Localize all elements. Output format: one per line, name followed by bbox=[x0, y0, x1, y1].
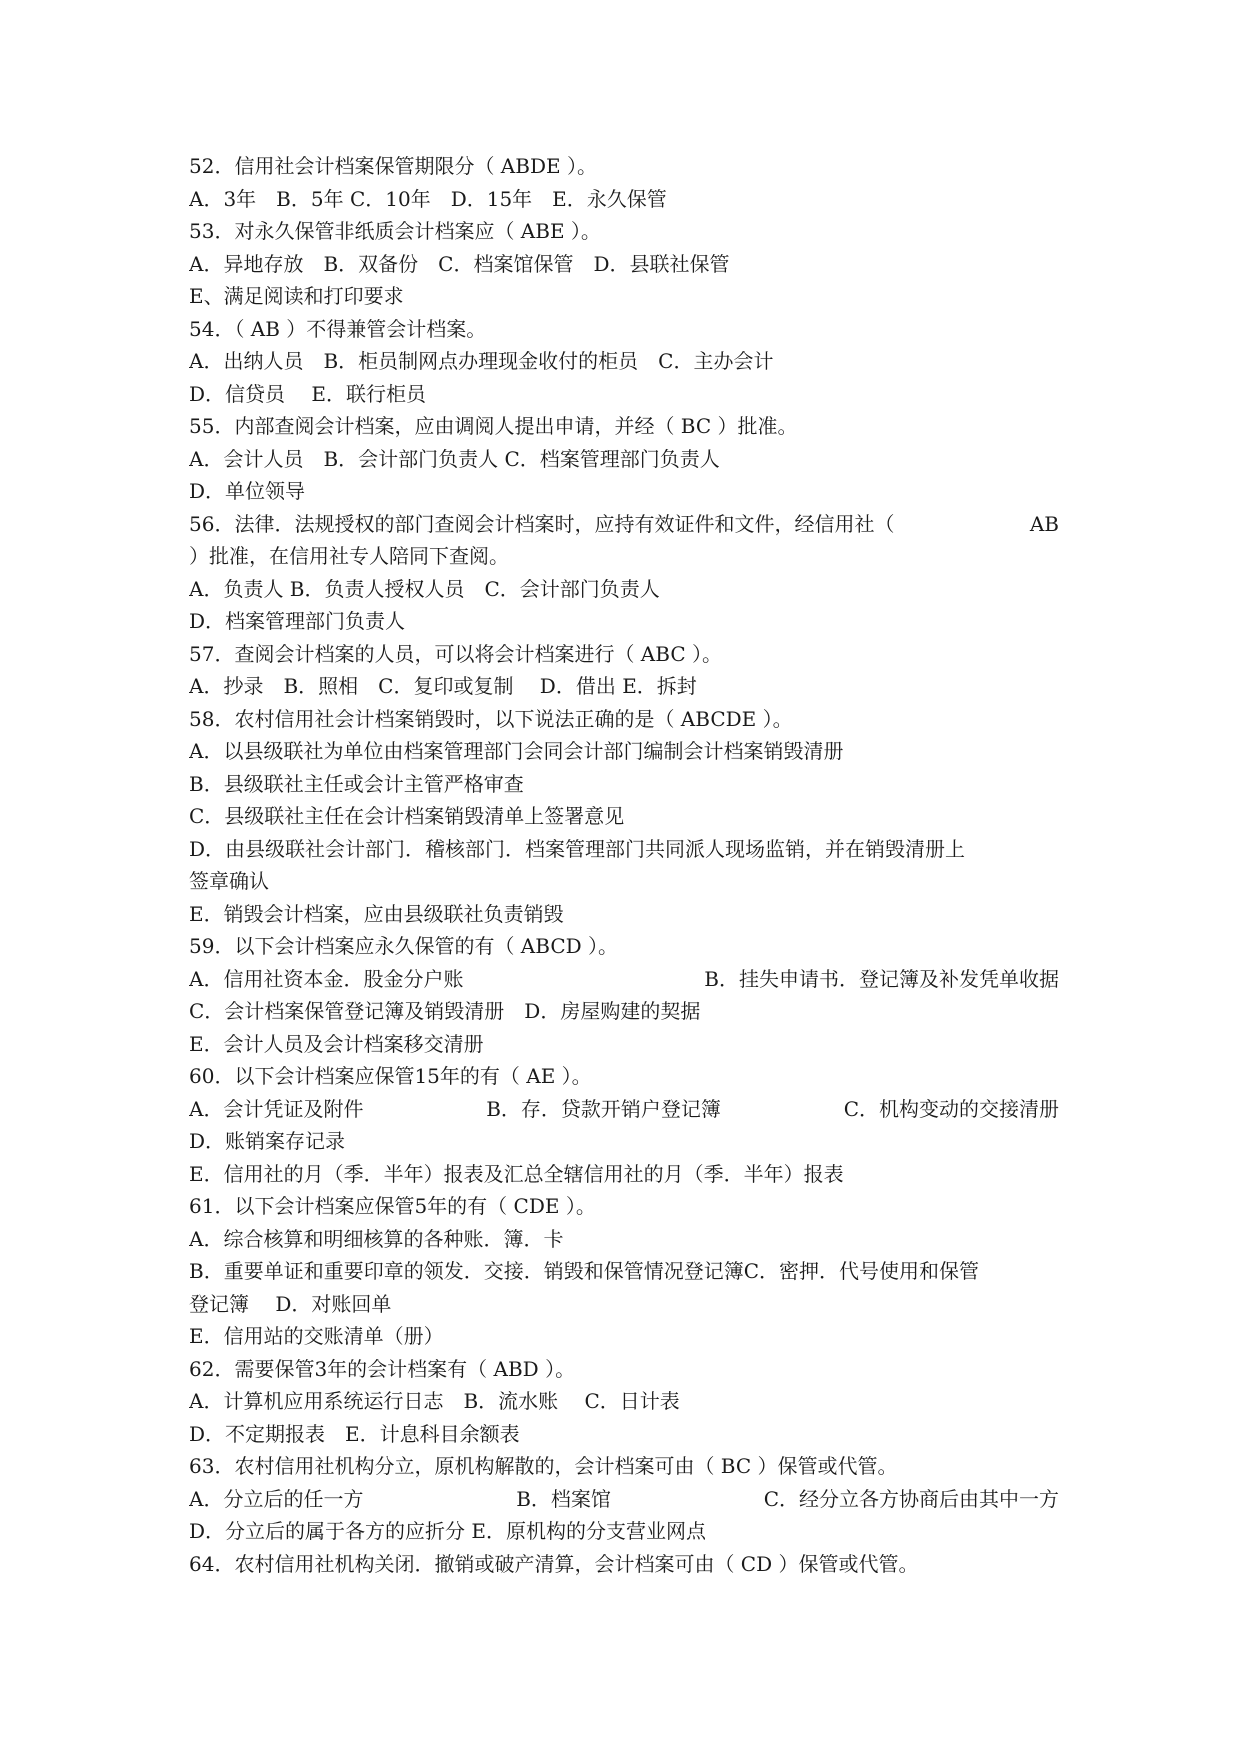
question-63: 63．农村信用社机构分立，原机构解散的，会计档案可由（ BC ）保管或代管。 bbox=[189, 1454, 898, 1478]
question-58: 58．农村信用社会计档案销毁时，以下说法正确的是（ ABCDE ）。 bbox=[189, 706, 793, 731]
options-59-ab bbox=[189, 963, 1059, 996]
options-54-de: D．信贷员 E．联行柜员 bbox=[189, 381, 426, 406]
question-56-text: 56．法律．法规授权的部门查阅会计档案时，应持有效证件和文件，经信用社（ bbox=[189, 511, 895, 536]
options-54: A．出纳人员 B．柜员制网点办理现金收付的柜员 C．主办会计 bbox=[189, 349, 774, 373]
question-61: 61．以下会计档案应保管5年的有（ CDE ）。 bbox=[189, 1194, 596, 1218]
options-61-bc: B．重要单证和重要印章的领发．交接．销毁和保管情况登记簿C．密押．代号使用和保管 bbox=[189, 1259, 979, 1283]
option-60-c: C．机构变动的交接清册 bbox=[843, 1096, 1059, 1121]
question-53: 53．对永久保管非纸质会计档案应（ ABE ）。 bbox=[189, 219, 601, 243]
options-58-c: C．县级联社主任在会计档案销毁清单上签署意见 bbox=[189, 804, 625, 828]
question-56-answer: AB bbox=[1029, 511, 1059, 536]
option-59-b: B．挂失申请书．登记簿及补发凭单收据 bbox=[704, 966, 1059, 991]
options-60-d: D．账销案存记录 bbox=[189, 1129, 346, 1153]
options-53-e: E、满足阅读和打印要求 bbox=[189, 284, 404, 308]
options-60-abc bbox=[189, 1093, 1059, 1126]
options-58-e: E．销毁会计档案，应由县级联社负责销毁 bbox=[189, 901, 564, 926]
options-60-e: E．信用社的月（季．半年）报表及汇总全辖信用社的月（季．半年）报表 bbox=[189, 1161, 844, 1186]
options-61-a: A．综合核算和明细核算的各种账．簿．卡 bbox=[189, 1226, 564, 1251]
question-56 bbox=[189, 508, 1059, 541]
option-63-b: B．档案馆 bbox=[516, 1486, 611, 1511]
options-56: A．负责人 B．负责人授权人员 C．会计部门负责人 bbox=[189, 576, 660, 601]
option-59-a: A．信用社资本金．股金分户账 bbox=[189, 966, 464, 991]
document-body bbox=[189, 150, 1059, 1580]
question-62: 62．需要保管3年的会计档案有（ ABD ）。 bbox=[189, 1356, 576, 1381]
question-52: 52．信用社会计档案保管期限分（ ABDE ）。 bbox=[189, 154, 597, 178]
options-62-abc: A．计算机应用系统运行日志 B．流水账 C．日计表 bbox=[189, 1389, 680, 1413]
options-61-bc-cont: 登记簿 D．对账回单 bbox=[189, 1291, 392, 1316]
options-63-abc bbox=[189, 1483, 1059, 1516]
question-54: 54．（ AB ）不得兼管会计档案。 bbox=[189, 316, 487, 341]
question-60: 60．以下会计档案应保管15年的有（ AE ）。 bbox=[189, 1064, 592, 1088]
question-56-cont: ）批准，在信用社专人陪同下查阅。 bbox=[189, 544, 509, 568]
options-58-b: B．县级联社主任或会计主管严格审查 bbox=[189, 771, 524, 796]
options-59-e: E．会计人员及会计档案移交清册 bbox=[189, 1031, 484, 1056]
options-55-d: D．单位领导 bbox=[189, 479, 306, 503]
options-56-d: D．档案管理部门负责人 bbox=[189, 609, 406, 633]
question-59: 59．以下会计档案应永久保管的有（ ABCD ）。 bbox=[189, 934, 619, 958]
option-60-a: A．会计凭证及附件 bbox=[189, 1096, 364, 1121]
question-57: 57．查阅会计档案的人员，可以将会计档案进行（ ABC ）。 bbox=[189, 641, 722, 666]
options-59-cd: C．会计档案保管登记簿及销毁清册 D．房屋购建的契据 bbox=[189, 999, 701, 1023]
options-58-d-cont: 签章确认 bbox=[189, 869, 269, 893]
options-61-e: E．信用站的交账清单（册） bbox=[189, 1324, 444, 1348]
options-55: A．会计人员 B．会计部门负责人 C．档案管理部门负责人 bbox=[189, 446, 720, 471]
option-60-b: B．存．贷款开销户登记簿 bbox=[486, 1096, 721, 1121]
options-63-de: D．分立后的属于各方的应折分 E．原机构的分支营业网点 bbox=[189, 1519, 706, 1543]
question-64: 64．农村信用社机构关闭．撤销或破产清算，会计档案可由（ CD ）保管或代管。 bbox=[189, 1551, 919, 1576]
option-63-c: C．经分立各方协商后由其中一方 bbox=[763, 1486, 1059, 1511]
options-57: A．抄录 B．照相 C．复印或复制 D．借出 E．拆封 bbox=[189, 674, 697, 698]
options-58-a: A．以县级联社为单位由档案管理部门会同会计部门编制会计档案销毁清册 bbox=[189, 739, 844, 763]
options-53: A．异地存放 B．双备份 C．档案馆保管 D．县联社保管 bbox=[189, 251, 730, 276]
options-62-de: D．不定期报表 E．计息科目余额表 bbox=[189, 1421, 520, 1446]
options-52: A．3年 B．5年 C．10年 D．15年 E．永久保管 bbox=[189, 186, 667, 211]
options-58-d: D．由县级联社会计部门．稽核部门．档案管理部门共同派人现场监销，并在销毁清册上 bbox=[189, 836, 966, 861]
option-63-a: A．分立后的任一方 bbox=[189, 1486, 364, 1511]
question-55: 55．内部查阅会计档案，应由调阅人提出申请，并经（ BC ）批准。 bbox=[189, 414, 798, 438]
